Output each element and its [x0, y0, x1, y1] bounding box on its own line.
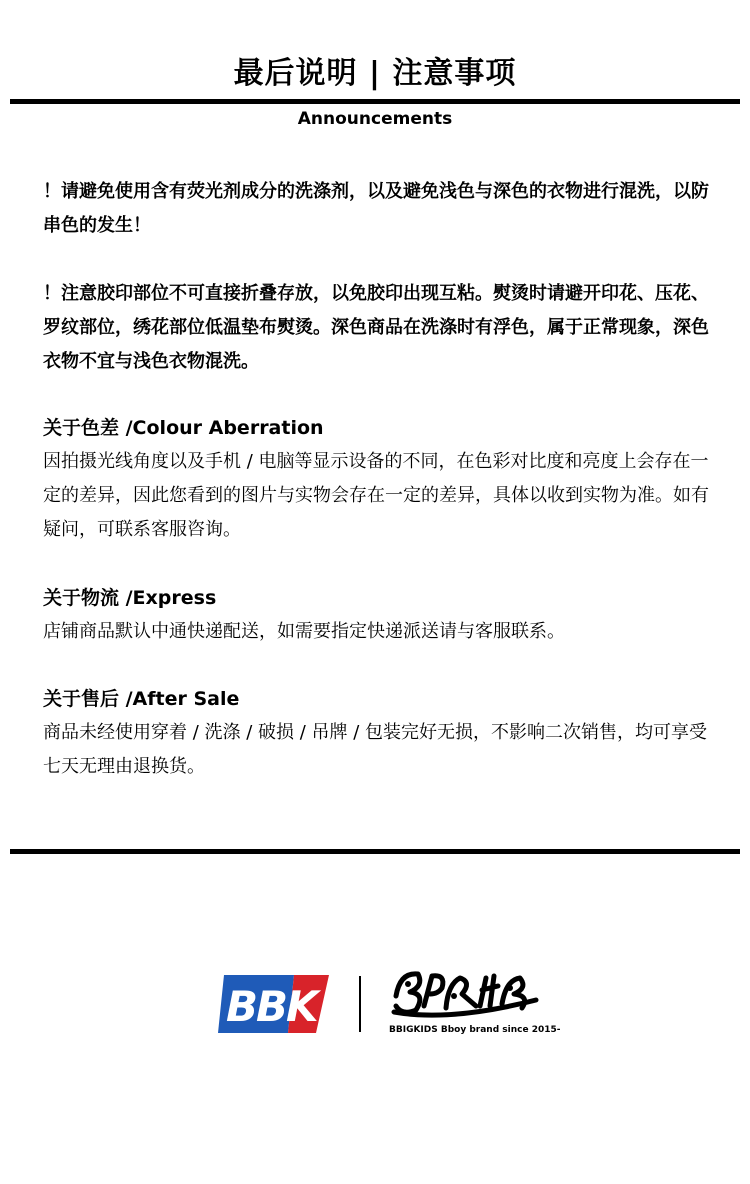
section-heading: 关于物流 /Express [43, 587, 217, 609]
section-express [43, 583, 723, 649]
section-body: 商品未经使用穿着 / 洗涤 / 破损 / 吊牌 / 包装完好无损，不影响二次销售，均可享受七天无理由退换货。 [43, 722, 708, 777]
notice-washing: ！请避免使用含有荧光剂成分的洗涤剂，以及避免浅色与深色的衣物进行混洗，以防串色的发生！ [43, 181, 709, 236]
page-subtitle: Announcements [297, 109, 453, 129]
section-heading: 关于售后 /After Sale [43, 688, 240, 710]
brand-tagline: BBIGKIDS Bboy brand since 2015- [389, 1025, 561, 1035]
graffiti-logo [390, 966, 540, 1022]
bbk-logo [218, 975, 329, 1033]
bbk-logo-text: BBK [226, 982, 317, 1031]
section-colour-aberration [43, 413, 723, 547]
top-divider [10, 99, 740, 104]
page-title: 最后说明 | 注意事项 [233, 56, 517, 91]
section-body: 因拍摄光线角度以及手机 / 电脑等显示设备的不同，在色彩对比度和亮度上会存在一定的差异，因此您看到的图片与实物会存在一定的差异，具体以收到实物为准。如有疑问，可联系客服咨询。 [43, 451, 709, 540]
section-body: 店铺商品默认中通快递配送，如需要指定快递派送请与客服联系。 [43, 621, 565, 642]
logo-divider [359, 976, 361, 1032]
section-heading: 关于色差 /Colour Aberration [43, 417, 324, 439]
section-after-sale [43, 684, 723, 784]
bottom-divider [10, 849, 740, 854]
notice-printing: ！注意胶印部位不可直接折叠存放，以免胶印出现互粘。熨烫时请避开印花、压花、罗纹部位，绣花部位低温垫布熨烫。深色商品在洗涤时有浮色，属于正常现象，深色衣物不宜与浅色衣物混洗。 [43, 283, 709, 372]
